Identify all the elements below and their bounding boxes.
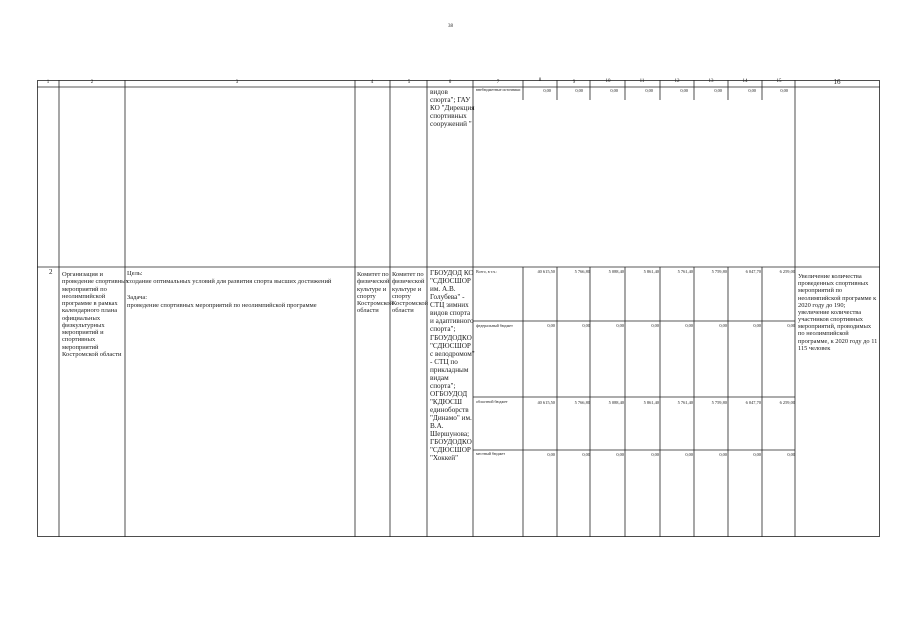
header-col-1: 1 [46, 80, 50, 85]
funding-local-value: 0,00 [582, 452, 590, 457]
header-col-12: 12 [674, 79, 680, 84]
header-col-8: 8 [538, 78, 542, 83]
header-col-11: 11 [639, 79, 645, 84]
task-label: Задача: [127, 294, 148, 301]
top-row-executor: видов спорта"; ГАУ КО "Дирекция спортивных сооружений " [430, 88, 475, 129]
funding-total-value: 5 766,80 [574, 269, 590, 274]
funding-regional-value: 5 759,80 [711, 400, 727, 405]
program-table [37, 80, 880, 537]
funding-local-value: 0,00 [787, 452, 795, 457]
header-col-13: 13 [708, 79, 714, 84]
header-col-3: 3 [235, 80, 239, 85]
top-row-value: 0,00 [714, 88, 722, 93]
header-col-4: 4 [370, 80, 374, 85]
funding-label: федеральный бюджет [476, 323, 513, 328]
funding-federal-value: 0,00 [685, 323, 693, 328]
funding-local-value: 0,00 [685, 452, 693, 457]
funding-local-value: 0,00 [651, 452, 659, 457]
header-col-16: 16 [833, 78, 841, 86]
funding-total-value: 5 761,40 [677, 269, 693, 274]
top-row-value: 0,00 [575, 88, 583, 93]
header-col-10: 10 [605, 79, 611, 84]
header-col-2: 2 [90, 80, 94, 85]
funding-federal-value: 0,00 [753, 323, 761, 328]
funding-regional-value: 6 047,70 [745, 400, 761, 405]
funding-regional-value: 6 259,00 [779, 400, 795, 405]
funding-regional-value: 5 761,40 [677, 400, 693, 405]
funding-total-value: 6 259,00 [779, 269, 795, 274]
funding-total-value: 5 088,40 [608, 269, 624, 274]
funding-federal-value: 0,00 [547, 323, 555, 328]
funding-label: областной бюджет [476, 399, 508, 404]
expected-result: Увеличение количества проведенных спортивных мероприятий по неолимпийской программе к 2020 году до 190; увеличение количества участников спортивных мероприятий, проводимых по неолимпийской программе, к 2020 году до 11 115 человек [798, 273, 878, 352]
goal-label: Цель: [127, 270, 143, 277]
responsible-executor: Комитет по физической культуре и спорту Костромской области [357, 271, 394, 315]
funding-local-value: 0,00 [753, 452, 761, 457]
page-number: 38 [448, 24, 453, 29]
funding-regional-value: 40 615,50 [537, 400, 555, 405]
funding-federal-value: 0,00 [616, 323, 624, 328]
header-col-7: 7 [496, 80, 500, 85]
funding-local-value: 0,00 [616, 452, 624, 457]
top-row-value: 0,00 [645, 88, 653, 93]
header-col-9: 9 [572, 80, 576, 85]
task-text: проведение спортивных мероприятий по неолимпийской программе [127, 302, 317, 309]
funding-federal-value: 0,00 [787, 323, 795, 328]
top-row-value: 0,00 [680, 88, 688, 93]
goal-text: создание оптимальных условий для развития спорта высших достижений [127, 278, 332, 285]
funding-total-value: 5 861,40 [643, 269, 659, 274]
funding-federal-value: 0,00 [582, 323, 590, 328]
header-col-14: 14 [742, 79, 748, 84]
top-row-value: 0,00 [610, 88, 618, 93]
funding-federal-value: 0,00 [651, 323, 659, 328]
top-row-value: 0,00 [543, 88, 551, 93]
top-row-value: 0,00 [748, 88, 756, 93]
funding-federal-value: 0,00 [719, 323, 727, 328]
funding-local-value: 0,00 [547, 452, 555, 457]
funding-total-value: 40 615,50 [537, 269, 555, 274]
co-executor: Комитет по физической культуре и спорту Костромской области [392, 271, 429, 315]
funding-label: местный бюджет [476, 451, 505, 456]
funding-local-value: 0,00 [719, 452, 727, 457]
funding-label: Всего, в т.ч.: [476, 269, 498, 274]
funding-total-value: 6 047,70 [745, 269, 761, 274]
funding-total-value: 5 759,80 [711, 269, 727, 274]
header-col-6: 6 [448, 80, 452, 85]
top-row-value: 0,00 [780, 88, 788, 93]
header-col-5: 5 [407, 80, 411, 85]
funding-regional-value: 5 088,40 [608, 400, 624, 405]
header-col-15: 15 [776, 79, 782, 84]
event-name: Организация и проведение спортивных мероприятий по неолимпийской программе в рамках календарного плана официальных физкультурных мероприятий и спортивных мероприятий Костромской области [62, 271, 129, 358]
row-number: 2 [49, 268, 53, 276]
top-row-source: внебюджетные источники [476, 87, 521, 92]
participants: ГБОУДОД КО "СДЮСШОР им. А.В. Голубева" - СТЦ зимних видов спорта и адаптивного спорта"; ГБОУДОДКО "СДЮСШОР с велодромом" - СТЦ по прикладным видам спорта"; ОГБОУДОД "КДЮСШ единоборств "Динамо" им. В.А. Шершунова; ГБОУДОДКО "СДЮСШОР "Хоккей" [430, 269, 475, 463]
funding-regional-value: 5 766,80 [574, 400, 590, 405]
funding-regional-value: 5 861,40 [643, 400, 659, 405]
